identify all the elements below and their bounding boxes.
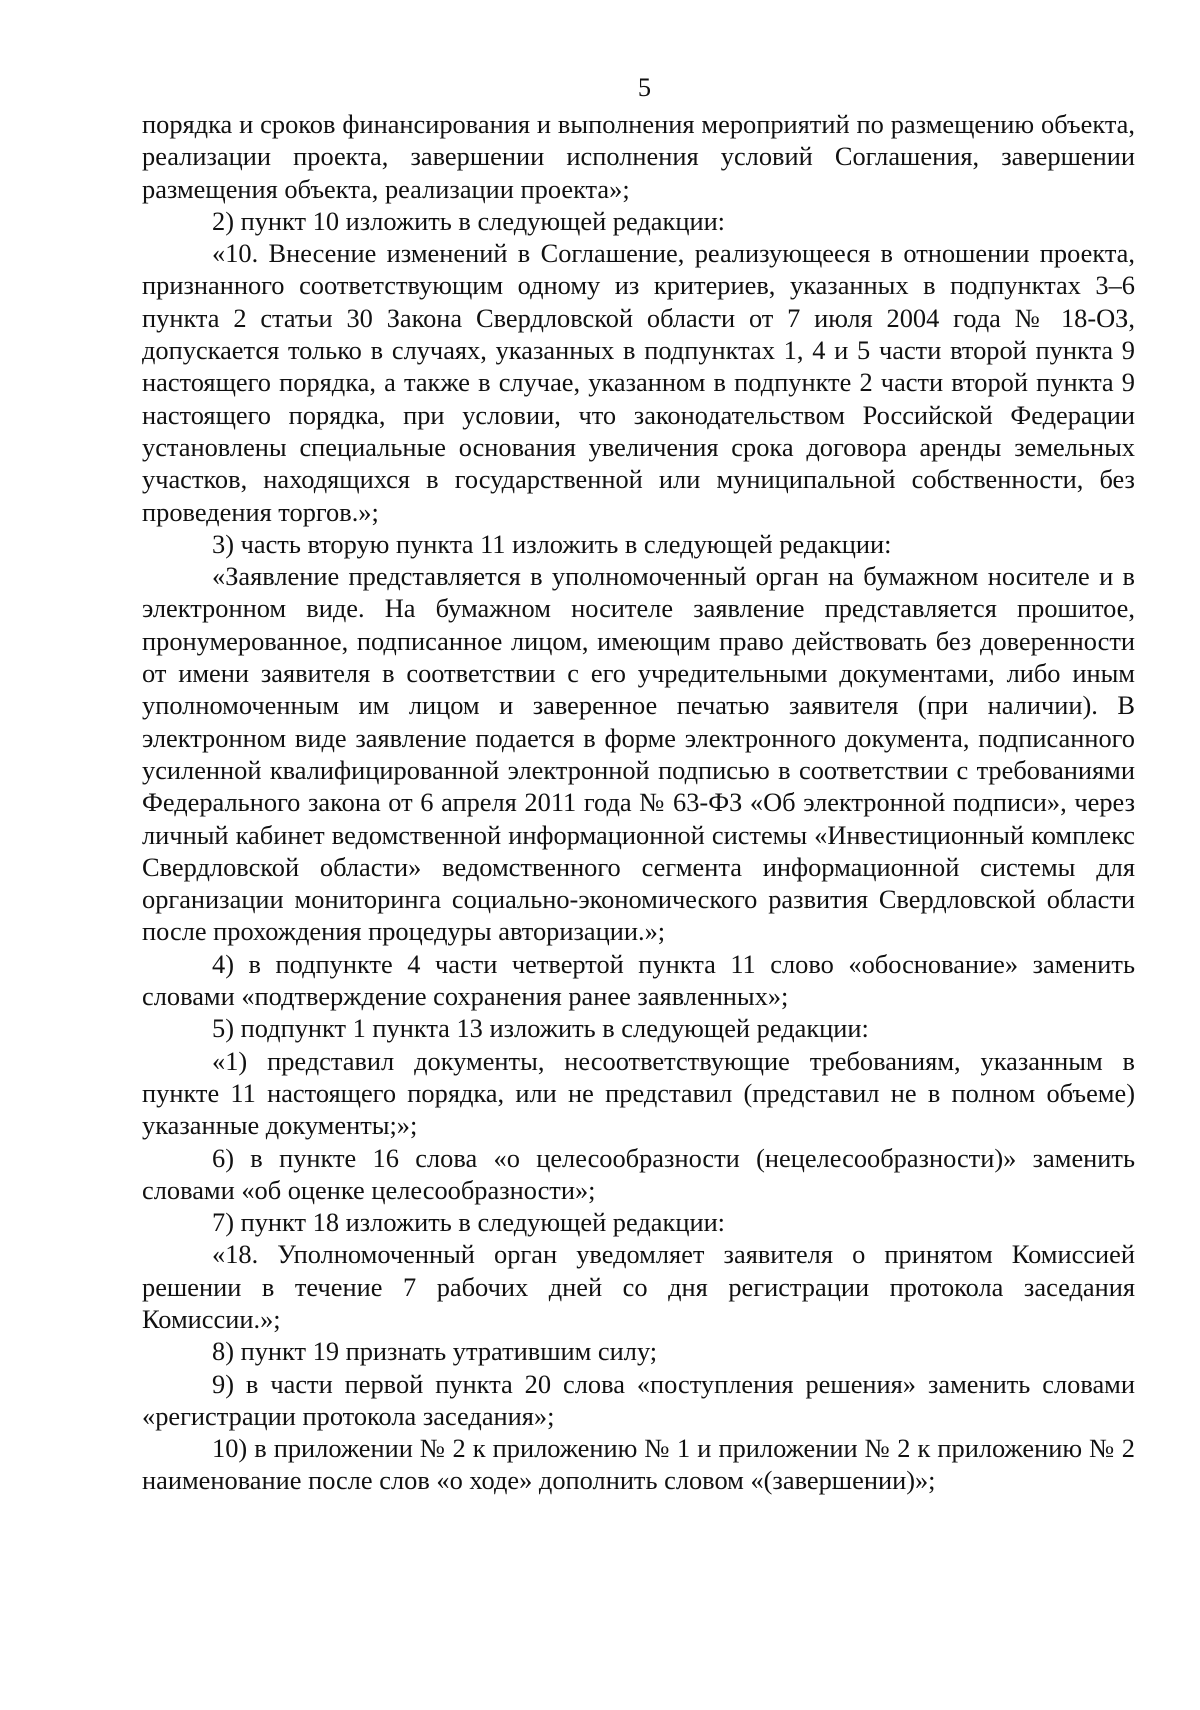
paragraph-item-9: 9) в части первой пункта 20 слова «поступления решения» заменить словами «регистрации протокола заседания»; [142, 1368, 1135, 1431]
paragraph-point-18-text: «18. Уполномоченный орган уведомляет заявителя о принятом Комиссией решении в течение 7 рабочих дней со дня регистрации протокола заседания Комиссии.»; [142, 1239, 1135, 1334]
paragraph-item-8: 8) пункт 19 признать утратившим силу; [212, 1336, 658, 1367]
page-number: 5 [637, 72, 652, 102]
paragraph-continuation: порядка и сроков финансирования и выполнения мероприятий по размещению объекта, реализации проекта, завершении исполнения условий Соглашения, завершении размещения объекта, реализации проекта»; [142, 109, 1135, 204]
paragraph-item-2: 2) пункт 10 изложить в следующей редакции: [212, 205, 726, 236]
paragraph-application-text: «Заявление представляется в уполномоченный орган на бумажном носителе и в электронном виде. На бумажном носителе заявление представляется прошитое, пронумерованное, подписанное лицом, имеющим право действовать без доверенности от имени заявителя в соответствии с его учредительными документами, либо иным уполномоченным им лицом и заверенное печатью заявителя (при наличии). В электронном виде заявление подается в форме электронного документа, подписанного усиленной квалифицированной электронной подписью в соответствии с требованиями Федерального закона от 6 апреля 2011 года № 63-ФЗ «Об электронной подписи», через личный кабинет ведомственной информационной системы «Инвестиционный комплекс Свердловской области» ведомственного сегмента информационной системы для организации мониторинга социально-экономического развития Свердловской области после прохождения процедуры авторизации.»; [142, 561, 1135, 947]
document-page [142, 72, 1135, 1497]
paragraph-item-3: 3) часть вторую пункта 11 изложить в следующей редакции: [212, 528, 892, 559]
paragraph-item-10: 10) в приложении № 2 к приложению № 1 и приложении № 2 к приложению № 2 наименование после слов «о ходе» дополнить словом «(завершении)»; [142, 1433, 1135, 1496]
paragraph-item-4: 4) в подпункте 4 части четвертой пункта 11 слово «обоснование» заменить словами «подтверждение сохранения ранее заявленных»; [142, 948, 1135, 1012]
paragraph-item-7: 7) пункт 18 изложить в следующей редакции: [212, 1207, 726, 1238]
paragraph-item-6: 6) в пункте 16 слова «о целесообразности (нецелесообразности)» заменить словами «об оценке целесообразности»; [142, 1142, 1135, 1205]
paragraph-subpoint-1-text: «1) представил документы, несоответствующие требованиям, указанным в пункте 11 настоящего порядка, или не представил (представил не в полном объеме) указанные документы;»; [142, 1045, 1135, 1141]
paragraph-point-10-text: «10. Внесение изменений в Соглашение, реализующееся в отношении проекта, признанного соответствующим одному из критериев, указанных в подпунктах 3–6 пункта 2 статьи 30 Закона Свердловской области от 7 июля 2004 года № 18-ОЗ, допускается только в случаях, указанных в подпунктах 1, 4 и 5 части второй пункта 9 настоящего порядка, а также в случае, указанном в подпункте 2 части второй пункта 9 настоящего порядка, при условии, что законодательством Российской Федерации установлены специальные основания увеличения срока договора аренды земельных участков, находящихся в государственной или муниципальной собственности, без проведения торгов.»; [142, 238, 1135, 527]
paragraph-item-5: 5) подпункт 1 пункта 13 изложить в следующей редакции: [212, 1013, 869, 1044]
